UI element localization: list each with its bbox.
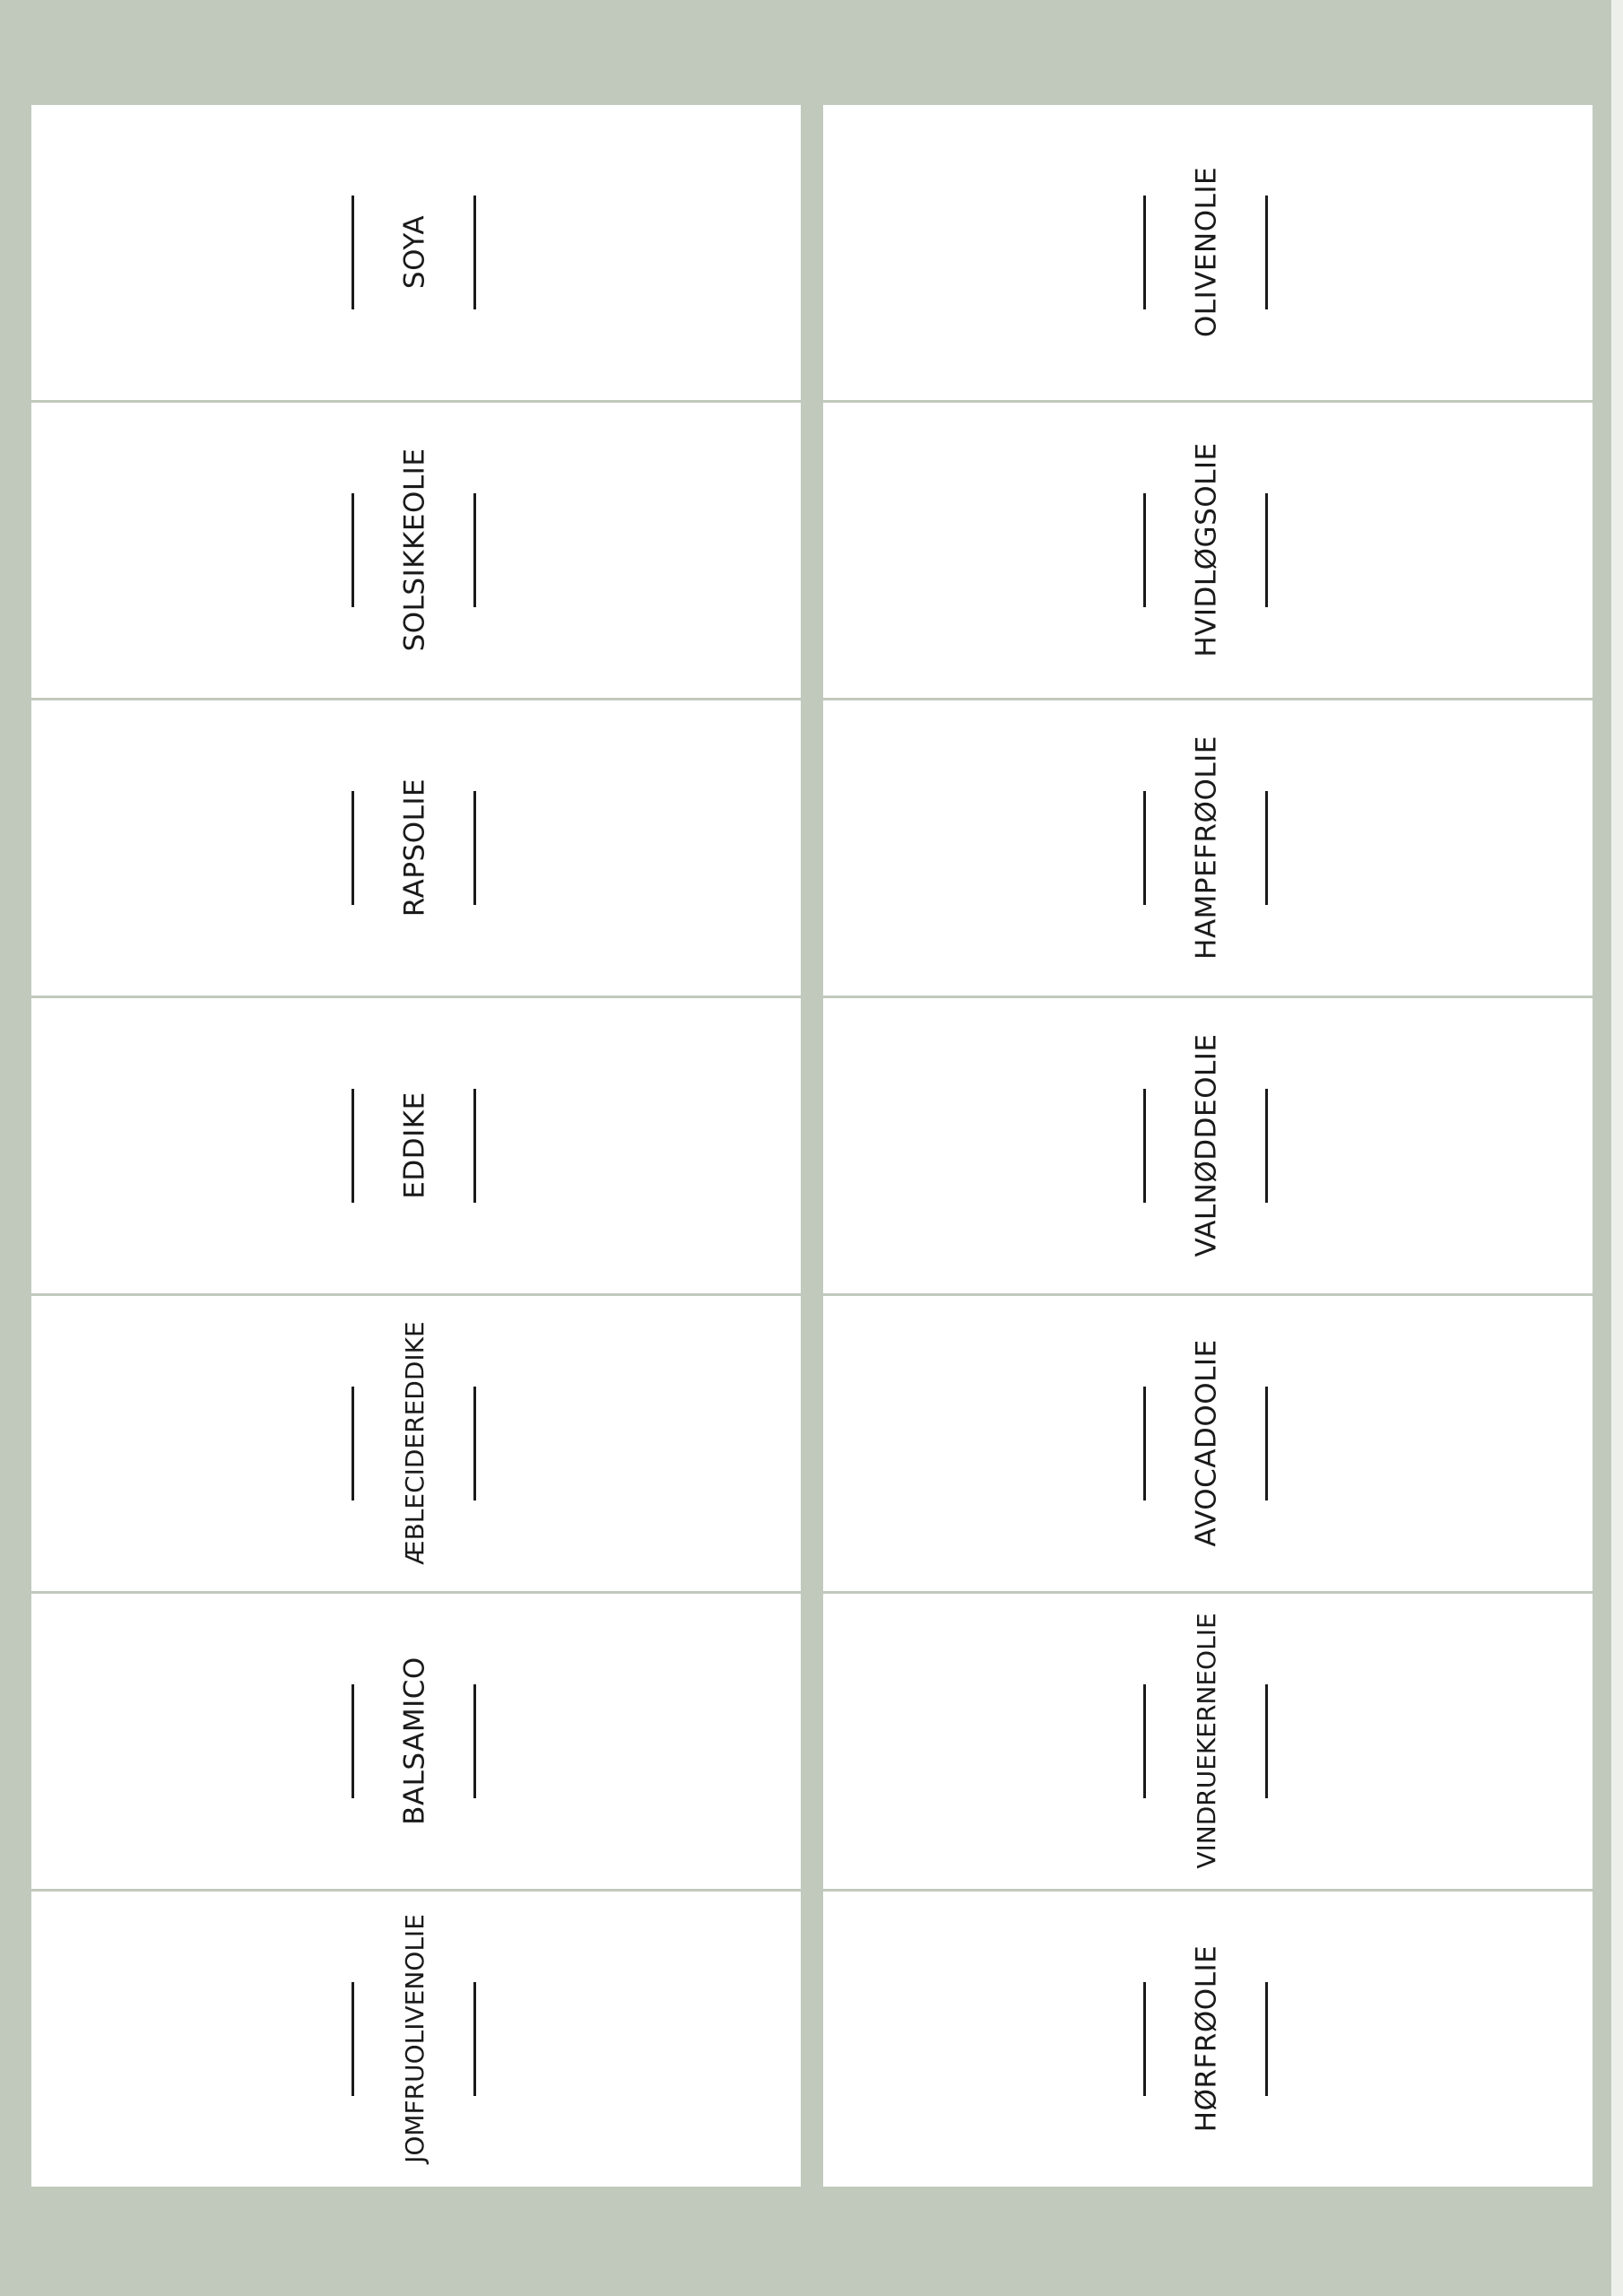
label-rule-right <box>473 1387 476 1500</box>
label-rule-right <box>473 791 476 905</box>
label-rule-right <box>473 1982 476 2096</box>
label-text: SOLSIKKEOLIE <box>398 448 431 652</box>
label-rule-right <box>1265 493 1268 607</box>
label-hampefroeolie <box>823 700 1593 996</box>
label-text: ÆBLECIDEREDDIKE <box>400 1321 430 1565</box>
label-soya <box>31 105 801 400</box>
label-jomfruolivenolie <box>31 1892 801 2187</box>
label-rule-left <box>1143 791 1146 905</box>
label-rule-left <box>352 1089 354 1203</box>
label-olivenolie <box>823 105 1593 400</box>
label-avocadoolie <box>823 1296 1593 1591</box>
label-rule-right <box>1265 1684 1268 1798</box>
label-rule-left <box>1143 196 1146 309</box>
label-hoerfroeolie <box>823 1892 1593 2187</box>
label-valnoeddeolie <box>823 998 1593 1293</box>
label-rule-left <box>1143 1982 1146 2096</box>
label-balsamico <box>31 1594 801 1889</box>
label-vindruekerneolie <box>823 1594 1593 1889</box>
label-text: VINDRUEKERNEOLIE <box>1192 1613 1221 1869</box>
label-rule-left <box>352 1684 354 1798</box>
label-rule-right <box>1265 196 1268 309</box>
page-edge-strip <box>1611 0 1623 2296</box>
label-rule-left <box>352 493 354 607</box>
label-rule-left <box>1143 1684 1146 1798</box>
label-text: SOYA <box>398 214 431 290</box>
label-rule-right <box>473 1089 476 1203</box>
label-text: RAPSOLIE <box>398 778 431 918</box>
label-text: BALSAMICO <box>398 1657 431 1825</box>
label-aeblecidereddike <box>31 1296 801 1591</box>
label-rule-right <box>1265 1387 1268 1500</box>
label-sheet-right <box>823 105 1593 2188</box>
label-sheet-left <box>31 105 801 2188</box>
label-text: VALNØDDEOLIE <box>1190 1033 1223 1257</box>
label-rapsolie <box>31 700 801 996</box>
label-rule-left <box>352 1387 354 1500</box>
label-rule-left <box>352 196 354 309</box>
label-hvidloegsolie <box>823 403 1593 698</box>
label-text: HAMPEFRØOLIE <box>1190 735 1223 960</box>
label-rule-right <box>473 1684 476 1798</box>
label-rule-left <box>1143 493 1146 607</box>
label-rule-right <box>473 493 476 607</box>
label-rule-left <box>1143 1387 1146 1500</box>
label-text: HVIDLØGSOLIE <box>1190 442 1223 657</box>
label-text: HØRFRØOLIE <box>1190 1944 1223 2133</box>
label-text: JOMFRUOLIVENOLIE <box>400 1914 430 2163</box>
label-text: OLIVENOLIE <box>1190 166 1223 338</box>
label-rule-right <box>1265 791 1268 905</box>
label-text: AVOCADOOLIE <box>1190 1339 1223 1547</box>
label-text: EDDIKE <box>398 1091 431 1199</box>
label-rule-right <box>473 196 476 309</box>
label-eddike <box>31 998 801 1293</box>
label-solsikkeolie <box>31 403 801 698</box>
label-rule-left <box>1143 1089 1146 1203</box>
label-rule-right <box>1265 1982 1268 2096</box>
label-rule-right <box>1265 1089 1268 1203</box>
label-rule-left <box>352 1982 354 2096</box>
label-rule-left <box>352 791 354 905</box>
